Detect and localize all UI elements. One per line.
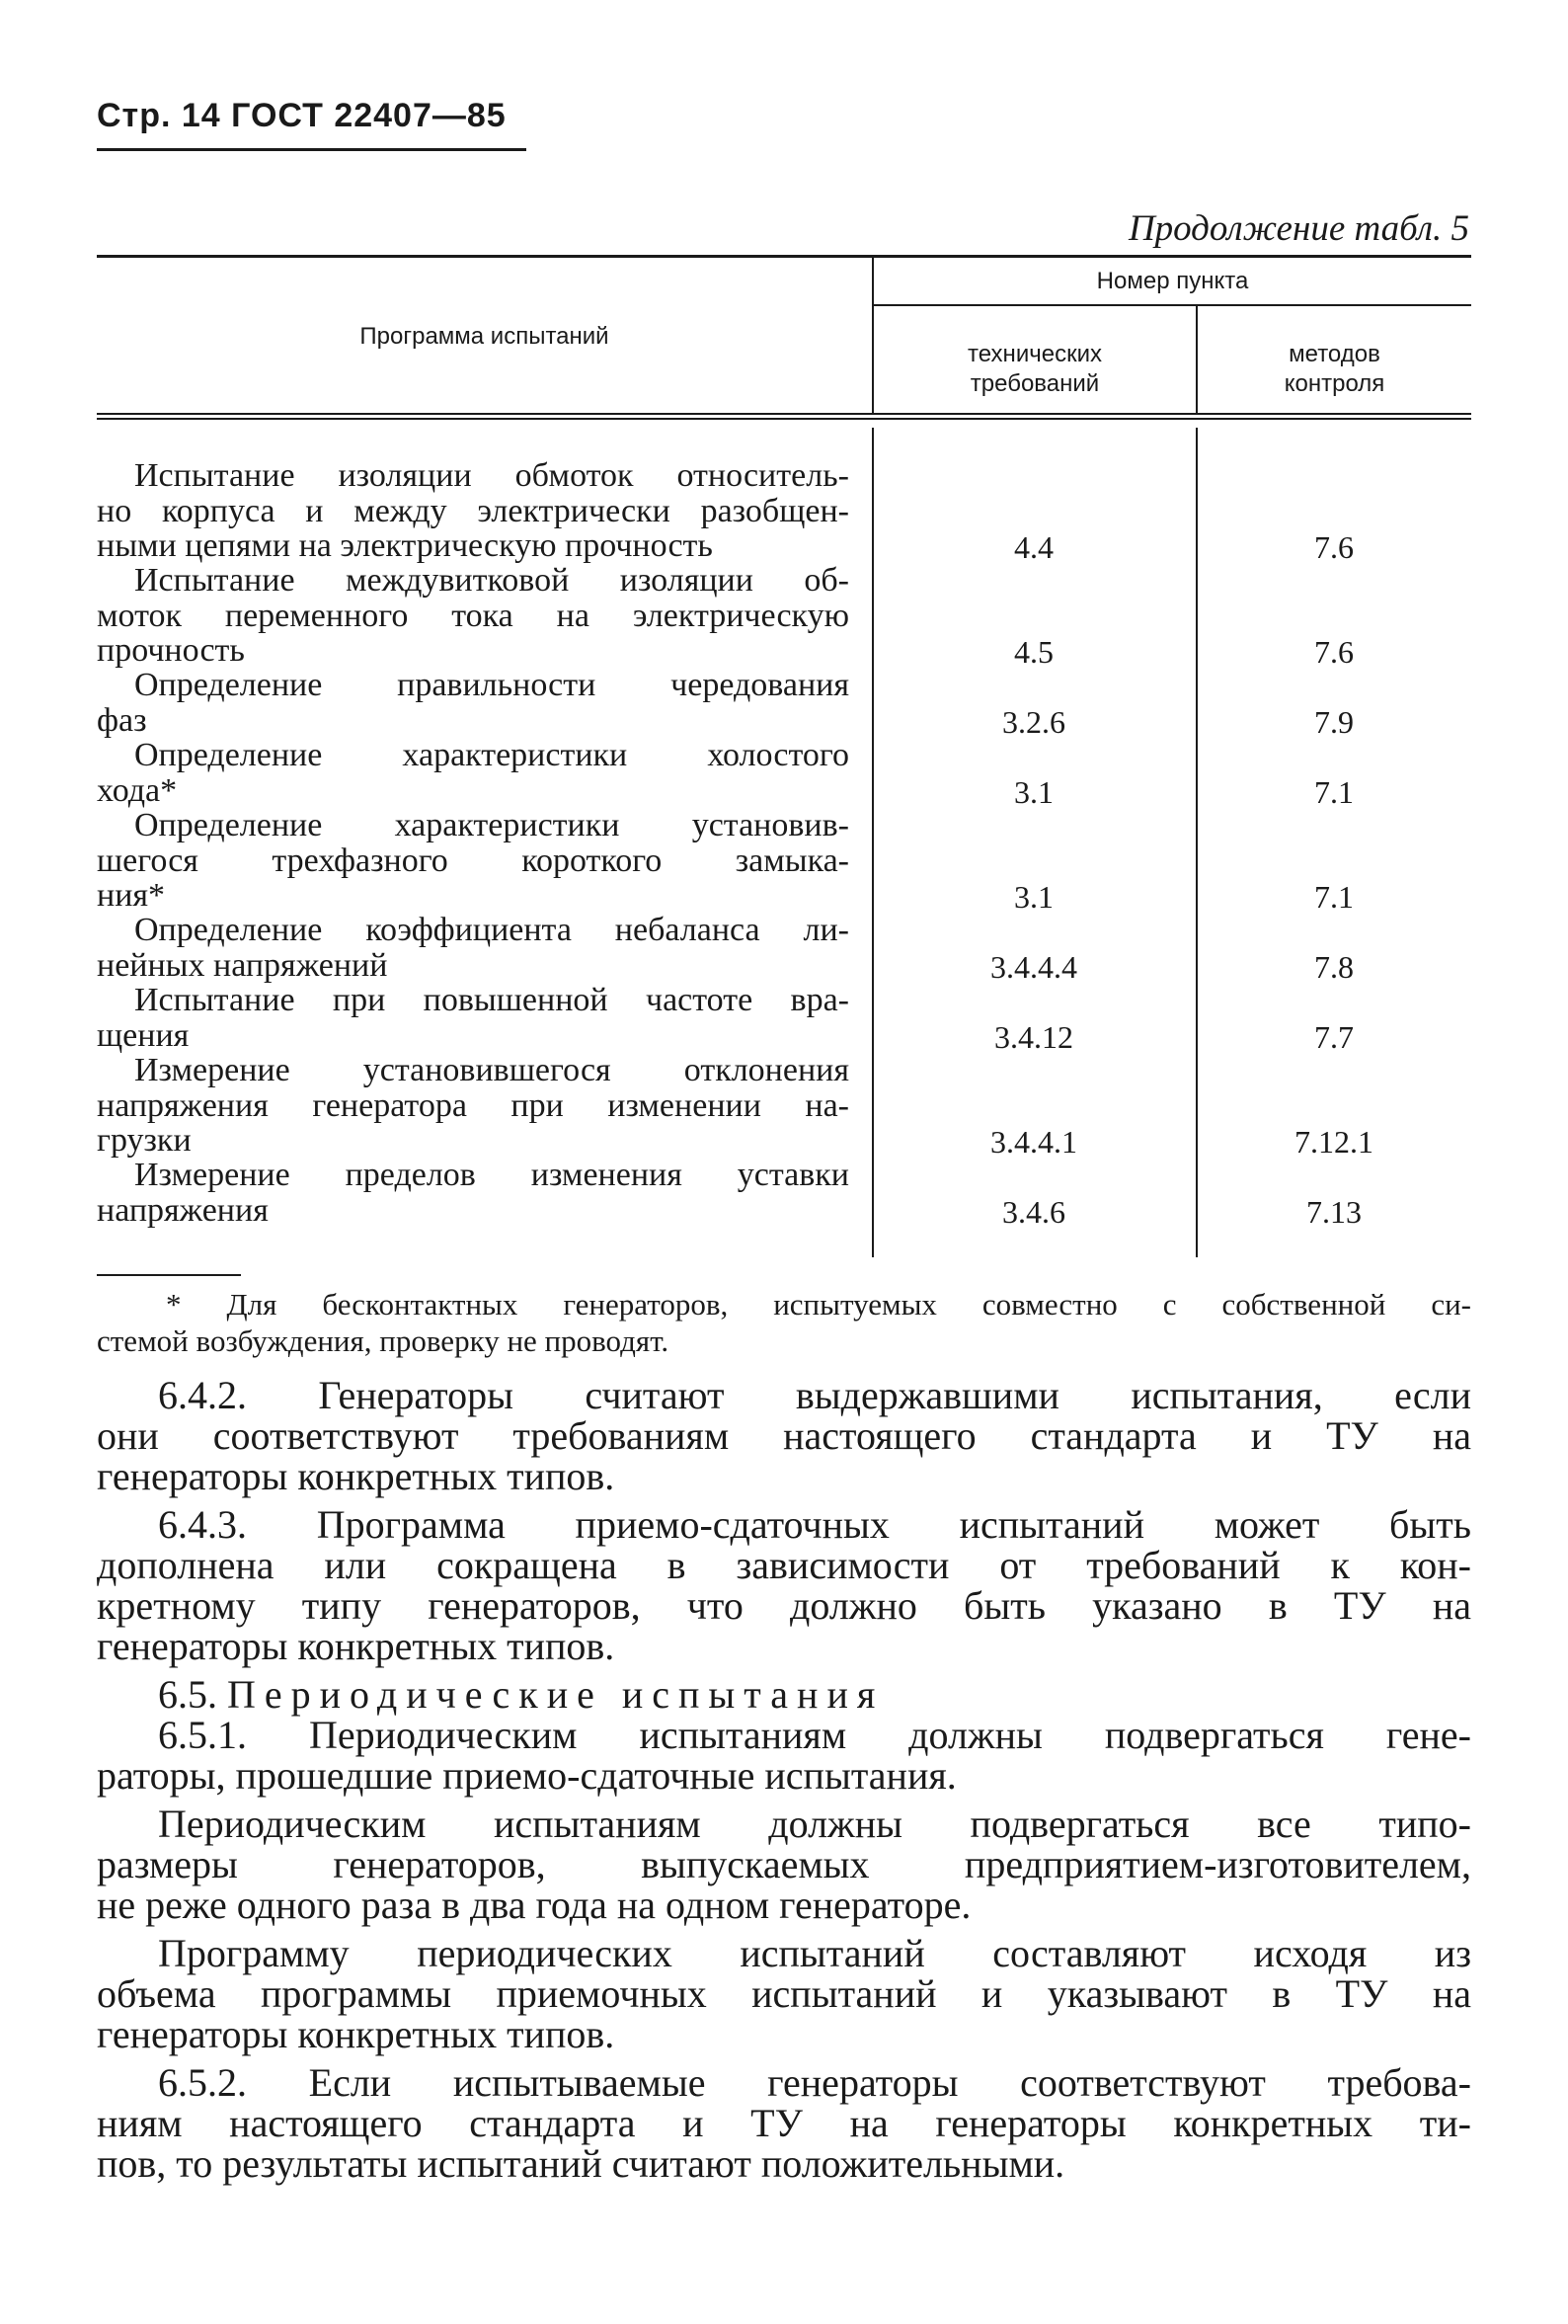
tech-cell: 3.1: [1014, 774, 1054, 810]
table-continuation-label: Продолжение табл. 5: [1128, 208, 1469, 249]
body-text: [97, 1375, 1471, 2184]
paragraph-periodic-scope: [97, 1803, 1471, 1925]
paragraph-line: они соответствуют требованиям настоящего стандарта и ТУ на: [97, 1413, 1471, 1458]
table-row: [97, 738, 849, 808]
row-text-line: фаз: [97, 701, 147, 739]
section-heading-6-5: [97, 1674, 1471, 1715]
paragraph-line: размеры генераторов, выпускаемых предприятием-изготовителем,: [97, 1842, 1471, 1886]
paragraph-line: ниям настоящего стандарта и ТУ на генераторы конкретных ти-: [97, 2101, 1471, 2145]
row-text-line: Испытание изоляции обмоток относитель-: [134, 457, 849, 494]
column-header-tech: [874, 340, 1196, 399]
paragraph-periodic-program: [97, 1933, 1471, 2054]
tech-cell: 3.4.4.1: [990, 1124, 1077, 1160]
tech-cell: 3.1: [1014, 879, 1054, 915]
row-text-line: Определение характеристики холостого: [134, 737, 849, 773]
tech-cell: 3.4.4.4: [990, 949, 1077, 985]
row-text-line: Измерение установившегося отклонения: [134, 1052, 849, 1088]
column-header-program: Программа испытаний: [359, 323, 609, 350]
row-text-line: шегося трехфазного короткого замыка-: [97, 841, 849, 879]
paragraph-line: Периодическим испытаниям должны подвергаться все типо-: [158, 1802, 1471, 1846]
tech-cell: 4.4: [1014, 529, 1054, 565]
row-text-line: Определение правильности чередования: [134, 667, 849, 703]
paragraph-6-4-2: [97, 1375, 1471, 1496]
method-cell: 7.1: [1314, 879, 1354, 915]
row-text-line: напряжения генератора при изменении на-: [97, 1086, 849, 1124]
paragraph-6-5-1: [97, 1715, 1471, 1796]
paragraph-line: генераторы конкретных типов.: [97, 2012, 615, 2056]
paragraph-line: 6.5.1. Периодическим испытаниям должны подвергаться гене-: [158, 1713, 1471, 1757]
footnote-line: стемой возбуждения, проверку не проводят.: [97, 1323, 669, 1358]
table-row: [97, 983, 849, 1053]
section-title: Периодические испытания: [227, 1672, 885, 1717]
table-row: [97, 1158, 849, 1228]
method-cell: 7.6: [1314, 634, 1354, 670]
paragraph-line: объема программы приемочных испытаний и указывают в ТУ на: [97, 1971, 1471, 2016]
tech-cell: 3.2.6: [1002, 704, 1065, 740]
table-row: [97, 563, 849, 669]
row-text-line: но корпуса и между электрически разобщен-: [97, 492, 849, 529]
paragraph-line: кретному типу генераторов, что должно быть указано в ТУ на: [97, 1583, 1471, 1628]
table-header-rule: [97, 413, 1471, 415]
row-text-line: ными цепями на электрическую прочность: [97, 527, 713, 564]
column-header-methods-line-1: методов: [1289, 341, 1380, 367]
row-text-line: прочность: [97, 632, 245, 669]
row-text-line: напряжения: [97, 1191, 269, 1229]
test-program-table: [97, 255, 1471, 1264]
paragraph-line: 6.5.2. Если испытываемые генераторы соответствуют требова-: [158, 2060, 1471, 2105]
paragraph-line: Программу периодических испытаний составляют исходя из: [158, 1931, 1471, 1975]
paragraph-6-5-2: [97, 2062, 1471, 2184]
table-top-rule: [97, 255, 1471, 258]
table-body-divider-1: [872, 428, 874, 1257]
row-text-line: Определение коэффициента небаланса ли-: [134, 912, 849, 948]
footnote-line: * Для бесконтактных генераторов, испытуемых совместно с собственной си-: [166, 1287, 1471, 1322]
page-label: Стр. 14 ГОСТ 22407—85: [97, 97, 507, 134]
table-row: [97, 1053, 849, 1159]
row-text-line: щения: [97, 1016, 190, 1054]
table-header-rule-double: [97, 418, 1471, 420]
paragraph-line: 6.4.3. Программа приемо-сдаточных испытаний может быть: [158, 1502, 1471, 1547]
table-body-divider-2: [1196, 428, 1198, 1257]
table-row: [97, 668, 849, 738]
method-cell: 7.8: [1314, 949, 1354, 985]
row-text-line: Измерение пределов изменения уставки: [134, 1157, 849, 1193]
table-row: [97, 808, 849, 914]
row-text-line: Испытание междувитковой изоляции об-: [134, 562, 849, 599]
column-header-methods: [1198, 340, 1471, 399]
table-footnote: [97, 1286, 1471, 1359]
table-row: [97, 458, 849, 564]
table-group-rule: [872, 304, 1471, 306]
method-cell: 7.12.1: [1294, 1124, 1373, 1160]
paragraph-6-4-3: [97, 1504, 1471, 1666]
column-header-tech-line-1: технических: [968, 341, 1102, 367]
row-text-line: Определение характеристики установив-: [134, 807, 849, 843]
section-heading-line: [97, 1674, 1471, 1715]
paragraph-line: генераторы конкретных типов.: [97, 1624, 615, 1668]
column-header-tech-line-2: требований: [970, 370, 1100, 397]
row-text-line: моток переменного тока на электрическую: [97, 597, 849, 634]
method-cell: 7.6: [1314, 529, 1354, 565]
page-header: [97, 87, 526, 151]
method-cell: 7.9: [1314, 704, 1354, 740]
row-text-line: грузки: [97, 1122, 192, 1159]
row-text-line: хода*: [97, 771, 178, 809]
tech-cell: 4.5: [1014, 634, 1054, 670]
paragraph-line: не реже одного раза в два года на одном генераторе.: [97, 1883, 972, 1927]
footnote-rule: [97, 1274, 241, 1276]
method-cell: 7.13: [1306, 1194, 1362, 1230]
row-text-line: нейных напряжений: [97, 946, 388, 984]
column-header-methods-line-2: контроля: [1284, 370, 1385, 397]
row-text-line: Испытание при повышенной частоте вра-: [134, 982, 849, 1018]
paragraph-line: 6.4.2. Генераторы считают выдержавшими испытания, если: [158, 1373, 1471, 1417]
tech-cell: 3.4.12: [994, 1019, 1073, 1055]
section-number: 6.5.: [158, 1672, 217, 1717]
row-text-line: ния*: [97, 877, 166, 914]
paragraph-line: дополнена или сокращена в зависимости от требований к кон-: [97, 1543, 1471, 1587]
paragraph-line: раторы, прошедшие приемо-сдаточные испытания.: [97, 1753, 957, 1798]
paragraph-line: генераторы конкретных типов.: [97, 1454, 615, 1498]
table-row: [97, 913, 849, 983]
tech-cell: 3.4.6: [1002, 1194, 1065, 1230]
method-cell: 7.1: [1314, 774, 1354, 810]
column-header-group: Номер пункта: [1096, 268, 1249, 294]
paragraph-line: пов, то результаты испытаний считают положительными.: [97, 2141, 1065, 2186]
method-cell: 7.7: [1314, 1019, 1354, 1055]
